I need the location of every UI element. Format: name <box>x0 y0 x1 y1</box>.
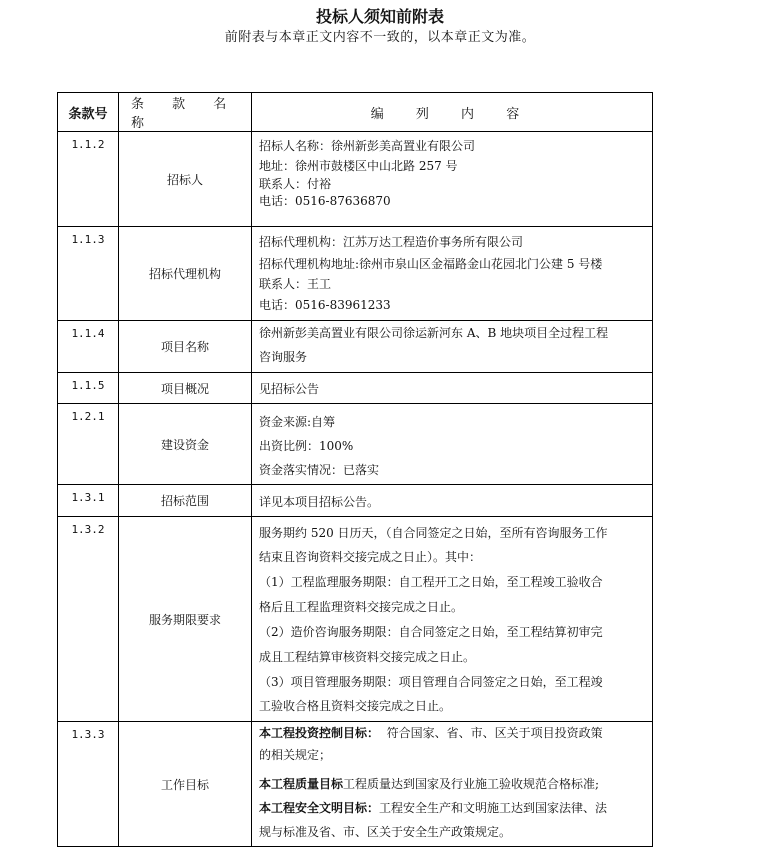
clause-content <box>252 485 653 517</box>
content-line: 结束且咨询资料交接完成之日止）。其中： <box>259 550 482 564</box>
content-line: 服务期约 520 日历天，（自合同签定之日始，至所有咨询服务工作 <box>259 526 608 540</box>
content-line: 资金来源:自筹 <box>259 415 336 429</box>
content-line: （3）项目管理服务期限：项目管理自合同签定之日始，至工程竣 <box>259 675 603 689</box>
safety-target-text: 工程安全生产和文明施工达到国家法律、法 <box>379 801 608 815</box>
content-line: 格后且工程监理资料交接完成之日止。 <box>259 600 464 614</box>
page-subtitle: 前附表与本章正文内容不一致的，以本章正文为准。 <box>224 30 536 45</box>
content-line: 规与标准及省、市、区关于安全生产政策规定。 <box>259 825 512 839</box>
table-header-row <box>58 93 653 132</box>
quality-target-text: 工程质量达到国家及行业施工验收规范合格标准; <box>343 777 600 791</box>
clause-no: 1.1.4 <box>58 321 119 373</box>
clause-content <box>252 132 653 227</box>
clause-name: 招标范围 <box>119 485 252 517</box>
content-line: 电话：0516-83961233 <box>259 298 391 312</box>
clause-no: 1.3.1 <box>58 485 119 517</box>
clause-name: 项目名称 <box>119 321 252 373</box>
content-line: 徐州新彭美高置业有限公司徐运新河东 A、B 地块项目全过程工程 <box>259 326 609 340</box>
content-line: 招标人名称：徐州新彭美高置业有限公司 <box>259 139 476 153</box>
table-row <box>58 321 653 373</box>
header-clause-name: 条 款 名 称 <box>119 93 252 132</box>
content-line: 地址：徐州市鼓楼区中山北路 257 号 <box>259 159 458 173</box>
content-line <box>259 722 646 744</box>
header-clause-no: 条款号 <box>58 93 119 132</box>
clause-no: 1.3.2 <box>58 517 119 722</box>
table-row <box>58 132 653 227</box>
content-line: 联系人：付裕 <box>259 177 332 191</box>
content-line: 详见本项目招标公告。 <box>259 494 380 509</box>
clause-no: 1.2.1 <box>58 404 119 485</box>
clause-content <box>252 722 653 847</box>
table-row <box>58 404 653 485</box>
content-line: 成且工程结算审核资料交接完成之日止。 <box>259 650 476 664</box>
clause-no: 1.3.3 <box>58 722 119 847</box>
content-line: （1）工程监理服务期限：自工程开工之日始，至工程竣工验收合 <box>259 575 603 589</box>
content-line: 工验收合格且资料交接完成之日止。 <box>259 699 452 713</box>
clause-name: 项目概况 <box>119 373 252 404</box>
content-line: 资金落实情况：已落实 <box>259 463 380 477</box>
clause-name: 建设资金 <box>119 404 252 485</box>
clause-content <box>252 227 653 321</box>
content-line: 咨询服务 <box>259 350 308 364</box>
quality-target-label: 本工程质量目标 <box>259 777 344 791</box>
content-line: 出资比例：100% <box>259 439 354 453</box>
clause-name: 服务期限要求 <box>119 517 252 722</box>
content-line: 招标代理机构：江苏万达工程造价事务所有限公司 <box>259 235 524 249</box>
clause-content <box>252 321 653 373</box>
content-line: 招标代理机构地址:徐州市泉山区金福路金山花园北门公建 5 号楼 <box>259 257 603 271</box>
table-row <box>58 373 653 404</box>
table-row <box>58 517 653 722</box>
safety-target-label: 本工程安全文明目标： <box>259 801 380 815</box>
page-title: 投标人须知前附表 <box>315 7 444 26</box>
clause-name: 招标人 <box>119 132 252 227</box>
invest-target-text: 符合国家、省、市、区关于项目投资政策 <box>379 726 603 740</box>
content-line: （2）造价咨询服务期限：自合同签定之日始，至工程结算初审完 <box>259 625 603 639</box>
content-line <box>259 796 646 820</box>
content-line <box>259 772 646 796</box>
clause-name: 工作目标 <box>119 722 252 847</box>
header-content: 编 列 内 容 <box>252 93 653 132</box>
clause-no: 1.1.2 <box>58 132 119 227</box>
content-line: 电话：0516-87636870 <box>259 194 391 208</box>
clause-no: 1.1.3 <box>58 227 119 321</box>
content-line: 联系人：王工 <box>259 277 332 291</box>
clause-no: 1.1.5 <box>58 373 119 404</box>
content-line: 的相关规定； <box>259 748 332 762</box>
content-line: 见招标公告 <box>259 382 320 396</box>
clause-content <box>252 517 653 722</box>
table-row <box>58 722 653 847</box>
clause-content <box>252 404 653 485</box>
appendix-table <box>57 92 653 847</box>
invest-target-label: 本工程投资控制目标： <box>259 726 380 740</box>
table-row <box>58 485 653 517</box>
clause-name: 招标代理机构 <box>119 227 252 321</box>
clause-content <box>252 373 653 404</box>
table-row <box>58 227 653 321</box>
